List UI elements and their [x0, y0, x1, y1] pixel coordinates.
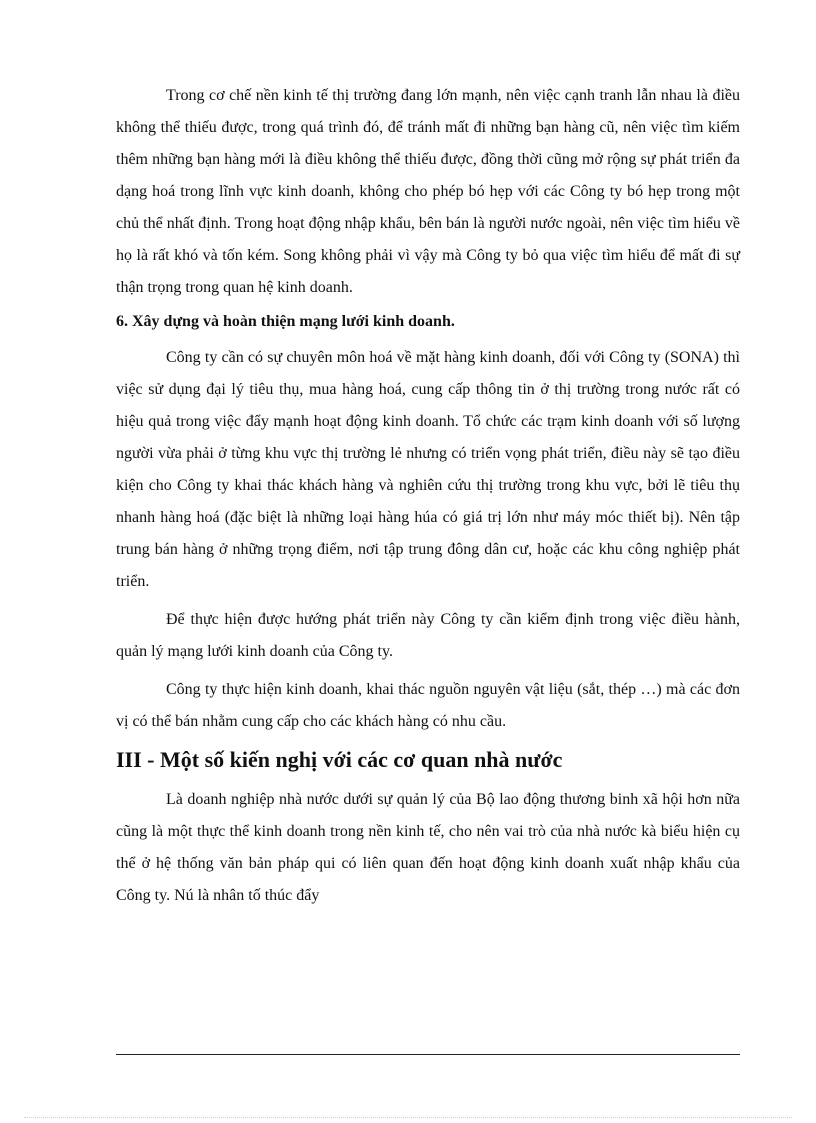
- footer-rule: [116, 1054, 740, 1055]
- page-bottom-edge: [24, 1117, 792, 1118]
- section-heading-recommendations: III - Một số kiến nghị với các cơ quan nhà nước: [116, 747, 563, 772]
- paragraph-direction: Để thực hiện được hướng phát triển này Công ty cần kiểm định trong việc điều hành, quản lý mạng lưới kinh doanh của Công ty.: [116, 611, 740, 660]
- paragraph-materials: Công ty thực hiện kinh doanh, khai thác nguồn nguyên vật liệu (sắt, thép …) mà các đơn vị có thể bán nhằm cung cấp cho các khách hàng có nhu cầu.: [116, 681, 740, 730]
- paragraph-competition: Trong cơ chế nền kinh tế thị trường đang lớn mạnh, nên việc cạnh tranh lẫn nhau là điều không thể thiếu được, trong quá trình đó, để tránh mất đi những bạn hàng cũ, nên việc tìm kiếm thêm những bạn hàng mới là điều không thể thiếu được, đồng thời cũng mở rộng sự phát triển đa dạng hoá trong lĩnh vực kinh doanh, không cho phép bó hẹp với các Công ty bó hẹp trong một chủ thể nhất định. Trong hoạt động nhập khẩu, bên bán là người nước ngoài, nên việc tìm hiểu về họ là rất khó và tốn kém. Song không phải vì vậy mà Công ty bỏ qua việc tìm hiểu để mất đi sự thận trọng trong quan hệ kinh doanh.: [116, 87, 740, 296]
- document-page: [116, 80, 740, 918]
- subheading-network: 6. Xây dựng và hoàn thiện mạng lưới kinh doanh.: [116, 313, 455, 330]
- paragraph-state-enterprise: Là doanh nghiệp nhà nước dưới sự quản lý của Bộ lao động thương binh xã hội hơn nữa cũng là một thực thể kinh doanh trong nền kinh tế, cho nên vai trò của nhà nước kà biểu hiện cụ thể ở hệ thống văn bản pháp qui có liên quan đến hoạt động kinh doanh xuất nhập khẩu của Công ty. Nú là nhân tố thúc đẩy: [116, 791, 740, 904]
- paragraph-specialization: Công ty cần có sự chuyên môn hoá về mặt hàng kinh doanh, đối với Công ty (SONA) thì việc sử dụng đại lý tiêu thụ, mua hàng hoá, cung cấp thông tin ở thị trường trong nước rất có hiệu quả trong việc đẩy mạnh hoạt động kinh doanh. Tổ chức các trạm kinh doanh với số lượng người vừa phải ở từng khu vực thị trường lẻ nhưng có triển vọng phát triển, điều này sẽ tạo điều kiện cho Công ty khai thác khách hàng và nghiên cứu thị trường trong khu vực, bởi lẽ tiêu thụ nhanh hàng hoá (đặc biệt là những loại hàng húa có giá trị lớn như máy móc thiết bị). Nên tập trung bán hàng ở những trọng điểm, nơi tập trung đông dân cư, hoặc các khu công nghiệp phát triển.: [116, 349, 740, 590]
